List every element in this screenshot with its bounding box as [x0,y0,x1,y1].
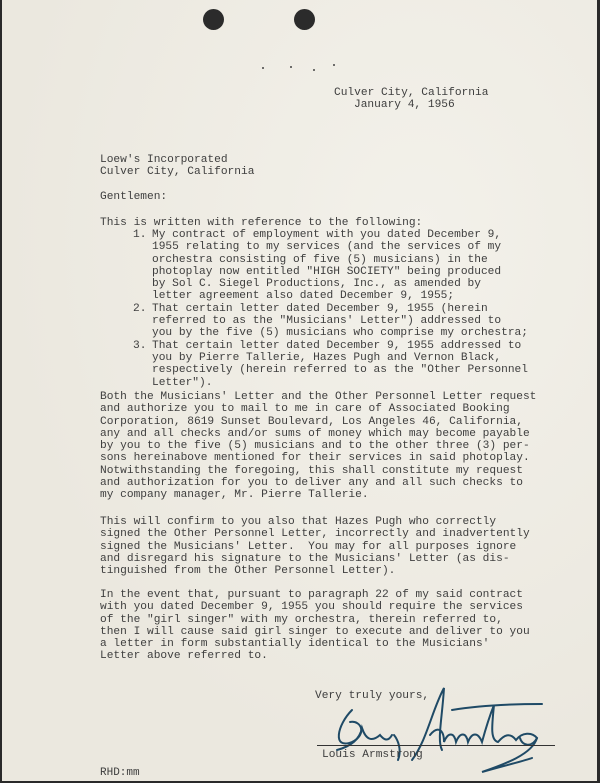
punch-hole [203,9,224,30]
dot-mark [313,69,315,71]
paragraph-mailing [100,391,536,502]
list-item-line: That certain letter dated December 9, 1955 addressed to [152,339,522,352]
closing: Very truly yours, [315,690,430,702]
list-item-line: My contract of employment with you dated December 9, [152,229,502,241]
paragraph-line: Corporation, 8619 Sunset Boulevard, Los Angeles 46, California, [100,415,523,428]
dot-mark [262,67,264,69]
list-number: 2. [133,302,147,315]
dot-mark [290,66,292,68]
list-item-line: That certain letter dated December 9, 1955 (herein [152,302,488,315]
addressee-line: Culver City, California [100,166,255,179]
punch-hole [294,9,315,30]
paragraph-confirmation [100,516,530,577]
paragraph-line: In the event that, pursuant to paragraph 22 of my said contract [100,589,523,601]
paragraph-line: and authorization for you to deliver any and all such checks to [100,477,523,490]
paragraph-line: Notwithstanding the foregoing, this shall constitute my request [100,464,523,477]
paragraph-line: and disregard his signature to the Musicians' Letter (as dis- [100,552,510,565]
paragraph-line: my company manager, Mr. Pierre Tallerie. [100,489,369,502]
addressee-line: Loew's Incorporated [100,154,228,166]
list-item [133,302,528,340]
paragraph-line: of the "girl singer" with my orchestra, therein referred to, [100,613,503,626]
list-item-line: photoplay now entitled "HIGH SOCIETY" being produced [152,265,502,278]
paragraph-line: signed the Musicians' Letter. You may for all purposes ignore [100,540,517,553]
addressee [100,154,254,179]
date: January 4, 1956 [354,99,455,112]
list-item [133,229,528,303]
list-number: 3. [133,339,147,352]
paragraph-line: a letter in form substantially identical to the Musicians' [100,638,490,651]
paragraph-line: and authorize you to mail to me in care of Associated Booking [100,403,510,416]
paragraph-girl-singer [100,589,530,663]
list-item-line: you by Pierre Tallerie, Hazes Pugh and Vernon Black, [152,351,502,364]
list-item-line: you by the five (5) musicians who comprise my orchestra; [152,327,528,340]
list-item [133,339,528,389]
list-number: 1. [133,229,147,241]
paragraph-line: tinguished from the Other Personnel Letter). [100,565,396,578]
paragraph-line: This will confirm to you also that Hazes Pugh who correctly [100,516,497,528]
list-item-line: 1955 relating to my services (and the services of my [152,241,502,254]
reference-list [133,229,528,389]
list-item-line: by Sol C. Siegel Productions, Inc., as amended by [152,278,481,291]
paragraph-line: with you dated December 9, 1955 you should require the services [100,601,523,614]
paragraph-line: signed the Other Personnel Letter, incorrectly and inadvertently [100,528,530,541]
letter-heading [334,87,488,112]
letter-page [2,0,597,781]
list-item-line: respectively (herein referred to as the "Other Personnel [152,364,528,377]
list-item-line: orchestra consisting of five (5) musicians) in the [152,253,488,266]
dot-mark [333,64,335,66]
signature-line [317,745,555,746]
paragraph-line: Letter above referred to. [100,650,268,663]
paragraph-line: sons hereinabove mentioned for their services in said photoplay. [100,452,530,465]
list-item-line: Letter"). [152,376,213,389]
paragraph-line: Both the Musicians' Letter and the Other Personnel Letter request [100,391,537,403]
list-item-line: letter agreement also dated December 9, 1955; [152,290,455,303]
paragraph-line: any and all checks and/or sums of money which may become payable [100,427,530,440]
list-item-line: referred to as the "Musicians' Letter") addressed to [152,315,502,328]
paragraph-line: by you to the five (5) musicians and to the other three (3) per- [100,440,530,453]
reference-initials: RHD:mm [100,767,140,779]
paragraph-line: then I will cause said girl singer to execute and deliver to you [100,625,530,638]
intro: This is written with reference to the following: [100,217,423,229]
signer-name: Louis Armstrong [322,749,423,761]
place: Culver City, California [334,87,489,99]
handwritten-signature [332,680,562,780]
salutation: Gentlemen: [100,191,168,203]
